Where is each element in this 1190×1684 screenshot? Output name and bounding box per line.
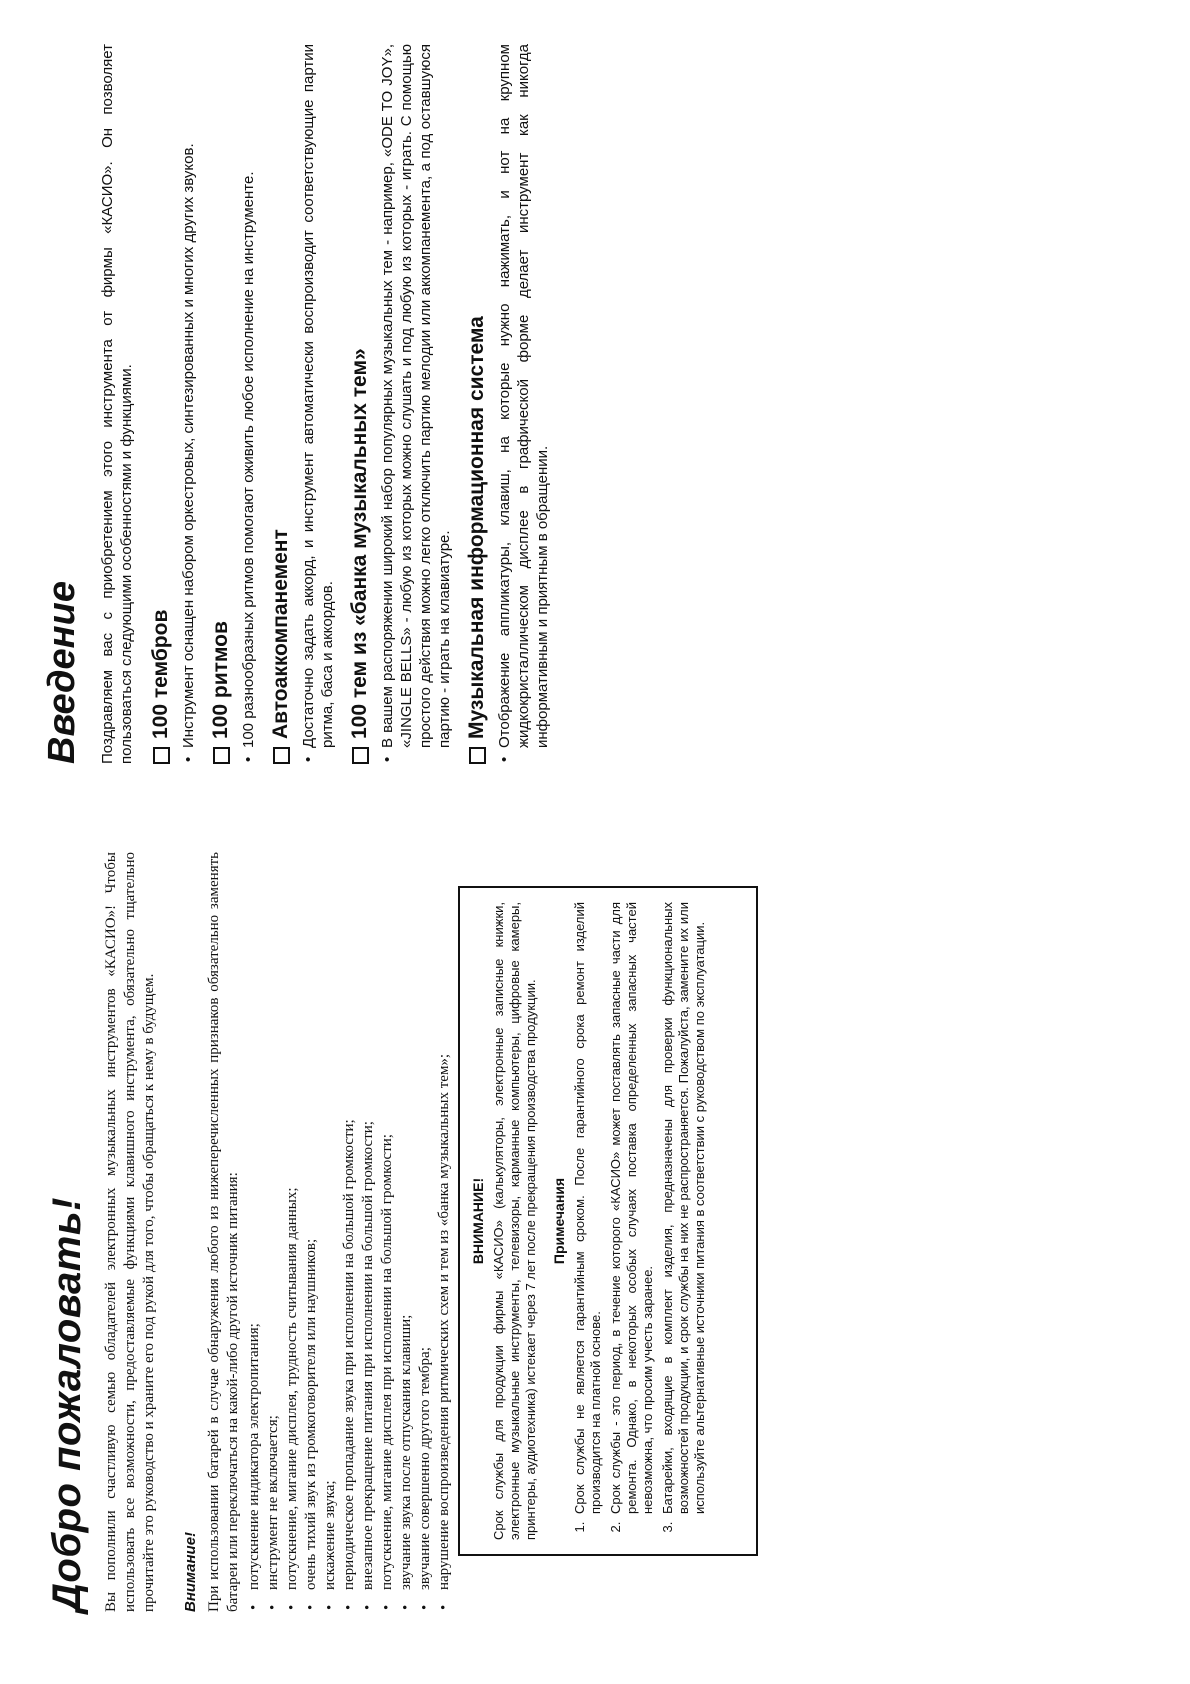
feature-heading-label: 100 тем из «банка музыкальных тем» bbox=[348, 348, 371, 739]
symptom-item: • периодическое пропадание звука при исполнении на большой громкости; bbox=[340, 852, 359, 1612]
feature-heading-label: Музыкальная информационная система bbox=[465, 316, 488, 739]
introduction-text: Поздравляем вас с приобретением этого инструмента от фирмы «КАСИО». Он позволяет пользоваться следующими особенностями и функциями. bbox=[99, 44, 135, 764]
feature-heading-label: Автоаккомпанемент bbox=[269, 529, 292, 739]
notes-heading: Примечания bbox=[551, 1177, 567, 1265]
symptom-item: • потускнение, мигание дисплея при исполнении на большой громкости; bbox=[378, 852, 397, 1612]
feature-heading-rhythms bbox=[208, 44, 234, 764]
feature-heading-song-bank bbox=[347, 44, 373, 764]
feature-list bbox=[299, 44, 337, 764]
checkbox-icon bbox=[153, 747, 170, 764]
feature-text: • Отображение аппликатуры, клавиш, на которые нужно нажимать, и нот на крупном жидкокристаллическом дисплее в графической форме делает инструмент как никогда информативным и приятным в обращении. bbox=[495, 44, 552, 764]
attention-intro: При использовании батарей в случае обнаружения любого из нижеперечисленных признаков обязательно заменять батареи или переключаться на какой-либо другой источник питания: bbox=[206, 852, 241, 1612]
feature-heading-music-info-system bbox=[464, 44, 490, 764]
welcome-text: Вы пополнили счастливую семью обладателей электронных музыкальных инструментов «КАСИО»! Чтобы использовать все возможности, предоставляемые функциями клавишного инструмента, обязательно тщательно прочитайте это руководство и храните его под рукой для того, чтобы обращаться к нему в будущем. bbox=[103, 852, 157, 1612]
symptom-item: • очень тихий звук из громкоговорителя или наушников; bbox=[302, 852, 321, 1612]
checkbox-icon bbox=[469, 747, 486, 764]
checkbox-icon bbox=[352, 747, 369, 764]
feature-list bbox=[495, 44, 552, 764]
feature-text: • В вашем распоряжении широкий набор популярных музыкальных тем - например, «ODE TO JOY», «JINGLE BELLS» - любую из которых можно слушать и под любую из которых - играть. С помощью простого действия можно легко отключить партию мелодии или аккомпанемента, а под оставшуюся партию - играть на клавиатуре. bbox=[378, 44, 454, 764]
feature-heading-auto-accompaniment bbox=[268, 44, 294, 764]
feature-list bbox=[239, 44, 258, 764]
notes-list bbox=[572, 902, 708, 1540]
symptom-item: • инструмент не включается; bbox=[264, 852, 283, 1612]
symptom-item: • потускнение, мигание дисплея, трудность считывания данных; bbox=[283, 852, 302, 1612]
feature-list bbox=[179, 44, 198, 764]
note-item: 3. Батарейки, входящие в комплект изделия, предназначены для проверки функциональных возможностей продукции, и срок службы на них не распространяется. Пожалуйста, замените их или используйте альтернативные источники питания в соответствии с руководством по эксплуатации. bbox=[660, 902, 708, 1518]
feature-list bbox=[378, 44, 454, 764]
feature-text: • 100 разнообразных ритмов помогают оживить любое исполнение на инструменте. bbox=[239, 44, 258, 764]
checkbox-icon bbox=[273, 747, 290, 764]
symptom-item: • звучание совершенно другого тембра; bbox=[416, 852, 435, 1612]
note-item: 2. Срок службы - это период, в течение которого «КАСИО» может поставлять запасные части для ремонта. Однако, в некоторых особых случаях поставка определенных запасных частей невозможна, что просим учесть заранее. bbox=[608, 902, 656, 1518]
feature-text: • Достаточно задать аккорд, и инструмент автоматически воспроизводит соответствующие партии ритма, баса и аккордов. bbox=[299, 44, 337, 764]
symptom-item: • внезапное прекращение питания при исполнении на большой громкости; bbox=[359, 852, 378, 1612]
symptom-item: • потускнение индикатора электропитания; bbox=[245, 852, 264, 1612]
attention-heading: Внимание! bbox=[182, 1531, 199, 1612]
symptom-item: • нарушение воспроизведения ритмических схем и тем из «банка музыкальных тем»; bbox=[435, 852, 454, 1612]
welcome-section bbox=[44, 852, 454, 1612]
feature-heading-tones bbox=[148, 44, 174, 764]
service-life-notice-box bbox=[458, 886, 758, 1556]
notice-heading: ВНИМАНИЕ! bbox=[470, 1177, 486, 1265]
symptom-list bbox=[245, 852, 454, 1612]
symptom-item: • искажение звука; bbox=[321, 852, 340, 1612]
checkbox-icon bbox=[213, 747, 230, 764]
introduction-title: Введение bbox=[41, 581, 83, 764]
symptom-item: • звучание звука после отпускания клавиши; bbox=[397, 852, 416, 1612]
feature-text: • Инструмент оснащен набором оркестровых, синтезированных и многих других звуков. bbox=[179, 44, 198, 764]
welcome-title: Добро пожаловать! bbox=[45, 1197, 89, 1612]
note-item: 1. Срок службы не является гарантийным сроком. После гарантийного срока ремонт изделий производится на платной основе. bbox=[572, 902, 604, 1518]
feature-heading-label: 100 тембров bbox=[149, 609, 172, 739]
notice-text: Срок службы для продукции фирмы «КАСИО» (калькуляторы, электронные записные книжки, электронные музыкальные инструменты, телевизоры, карманные компьютеры, цифровые камеры, принтеры, аудиотехника) истекает через 7 лет после прекращения производства продукции. bbox=[491, 902, 538, 1540]
introduction-section bbox=[40, 44, 560, 764]
feature-heading-label: 100 ритмов bbox=[209, 621, 232, 739]
